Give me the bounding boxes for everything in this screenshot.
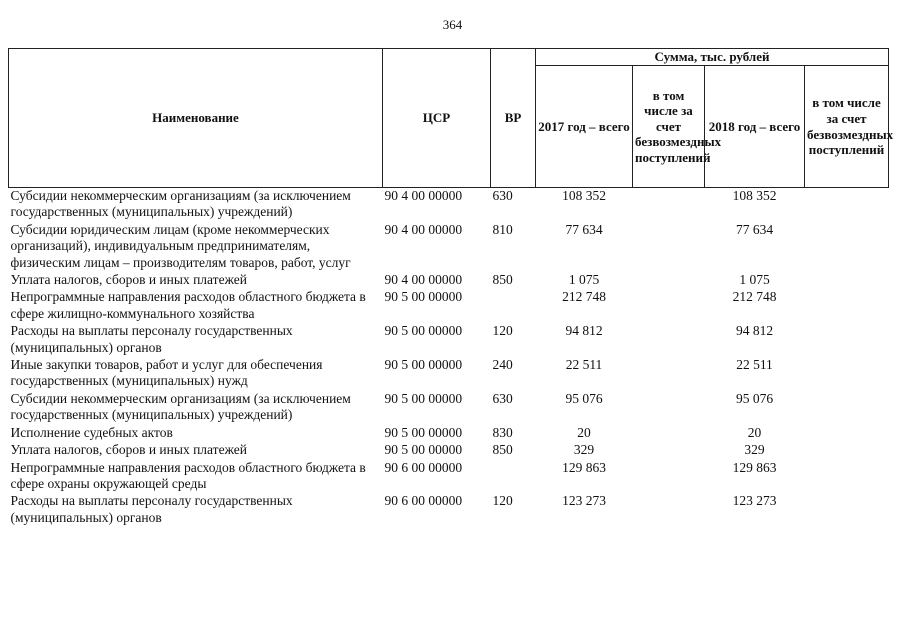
row-free-2018 [805,222,889,272]
row-vr: 810 [492,221,513,237]
row-free-2017 [633,425,705,442]
row-csr: 90 6 00 00000 [384,493,463,509]
row-name: Уплата налогов, сборов и иных платежей [10,442,247,458]
row-free-2017 [633,272,705,289]
row-free-2018 [805,289,889,323]
table-row [9,493,889,527]
row-name: Субсидии некоммерческим организациям (за исключением государственных (муниципальных) учреждений) [10,390,351,423]
header-vr: ВР [491,49,536,188]
row-csr: 90 5 00 00000 [384,442,463,458]
row-free-2018 [805,391,889,425]
row-csr: 90 4 00 00000 [384,221,463,237]
row-name: Исполнение судебных актов [10,424,173,440]
row-sum-2018: 77 634 [735,221,774,237]
row-sum-2018: 123 273 [732,493,777,509]
row-free-2017 [633,493,705,527]
table-row [9,222,889,272]
row-sum-2017: 20 [577,424,591,440]
row-free-2018 [805,460,889,494]
budget-table [8,48,894,527]
row-csr: 90 5 00 00000 [384,323,463,339]
row-free-2017 [633,289,705,323]
row-vr: 850 [492,442,513,458]
row-name: Субсидии некоммерческим организациям (за исключением государственных (муниципальных) учреждений) [10,188,351,220]
row-sum-2017: 212 748 [562,289,606,305]
row-sum-2018: 212 748 [732,289,777,305]
row-free-2018 [805,323,889,357]
row-csr: 90 5 00 00000 [384,289,463,305]
row-name: Расходы на выплаты персоналу государственных (муниципальных) органов [10,323,293,355]
row-sum-2018: 22 511 [736,357,773,373]
row-free-2018 [805,357,889,391]
row-free-2017 [633,442,705,459]
header-2018-total: 2018 год – всего [705,66,805,188]
row-sum-2018: 20 [747,424,762,440]
row-vr: 630 [492,390,513,406]
table-row [9,391,889,425]
row-name: Иные закупки товаров, работ и услуг для обеспечения государственных (муниципальных) нужд [10,357,323,389]
row-sum-2017: 1 075 [568,272,600,288]
row-vr [491,460,536,494]
row-csr: 90 4 00 00000 [384,188,463,203]
row-sum-2017: 129 863 [562,459,606,475]
row-free-2018 [805,442,889,459]
row-free-2017 [633,222,705,272]
row-sum-2018: 129 863 [732,459,777,475]
row-free-2017 [633,188,705,222]
row-vr: 630 [492,188,513,203]
row-sum-2018: 94 812 [735,323,774,339]
row-vr: 120 [492,323,513,339]
row-sum-2017: 22 511 [565,357,603,373]
row-free-2018 [805,493,889,527]
row-sum-2017: 329 [573,442,595,458]
row-sum-2017: 108 352 [562,188,606,203]
row-vr: 850 [492,272,513,288]
row-free-2017 [633,357,705,391]
table-row [9,323,889,357]
row-sum-2018: 1 075 [739,272,770,288]
row-free-2017 [633,323,705,357]
header-csr: ЦСР [383,49,491,188]
row-sum-2017: 77 634 [565,221,603,237]
row-free-2017 [633,460,705,494]
table-row [9,357,889,391]
table-row [9,425,889,442]
header-2017-free: в том числе за счет безвозмездных поступлений [633,66,705,188]
row-name: Непрограммные направления расходов областного бюджета в сфере жилищно-коммунального хозяйства [10,289,366,321]
table-row [9,460,889,494]
header-sum: Сумма, тыс. рублей [536,49,889,66]
row-vr [491,289,536,323]
row-name: Субсидии юридическим лицам (кроме некоммерческих организаций), индивидуальным предпринимателям, физическим лицам – производителям товаров, работ, услуг [10,221,351,270]
row-free-2017 [633,391,705,425]
row-sum-2018: 329 [744,442,765,458]
row-name: Непрограммные направления расходов областного бюджета в сфере охраны окружающей среды [10,459,366,491]
row-free-2018 [805,272,889,289]
row-csr: 90 5 00 00000 [384,357,463,373]
header-2018-free: в том числе за счет безвозмездных поступлений [805,66,889,188]
row-vr: 120 [492,493,513,509]
row-csr: 90 6 00 00000 [384,459,463,475]
table-row [9,289,889,323]
row-free-2018 [805,188,889,222]
row-name: Расходы на выплаты персоналу государственных (муниципальных) органов [10,493,293,525]
row-csr: 90 5 00 00000 [384,424,463,440]
table-row [9,272,889,289]
row-sum-2017: 123 273 [562,493,606,509]
page-number: 364 [442,17,463,32]
header-name: Наименование [9,49,383,188]
row-free-2018 [805,425,889,442]
table-body [9,188,889,528]
table-row [9,442,889,459]
row-csr: 90 5 00 00000 [384,390,463,406]
row-csr: 90 4 00 00000 [384,272,463,288]
row-name: Уплата налогов, сборов и иных платежей [10,272,247,288]
row-sum-2017: 94 812 [565,323,603,339]
row-sum-2017: 95 076 [565,390,603,406]
row-sum-2018: 95 076 [735,390,774,406]
row-sum-2018: 108 352 [732,188,777,203]
header-2017-total: 2017 год – всего [536,66,633,188]
row-vr: 830 [492,424,513,440]
row-vr: 240 [492,357,513,373]
table-row [9,188,889,222]
